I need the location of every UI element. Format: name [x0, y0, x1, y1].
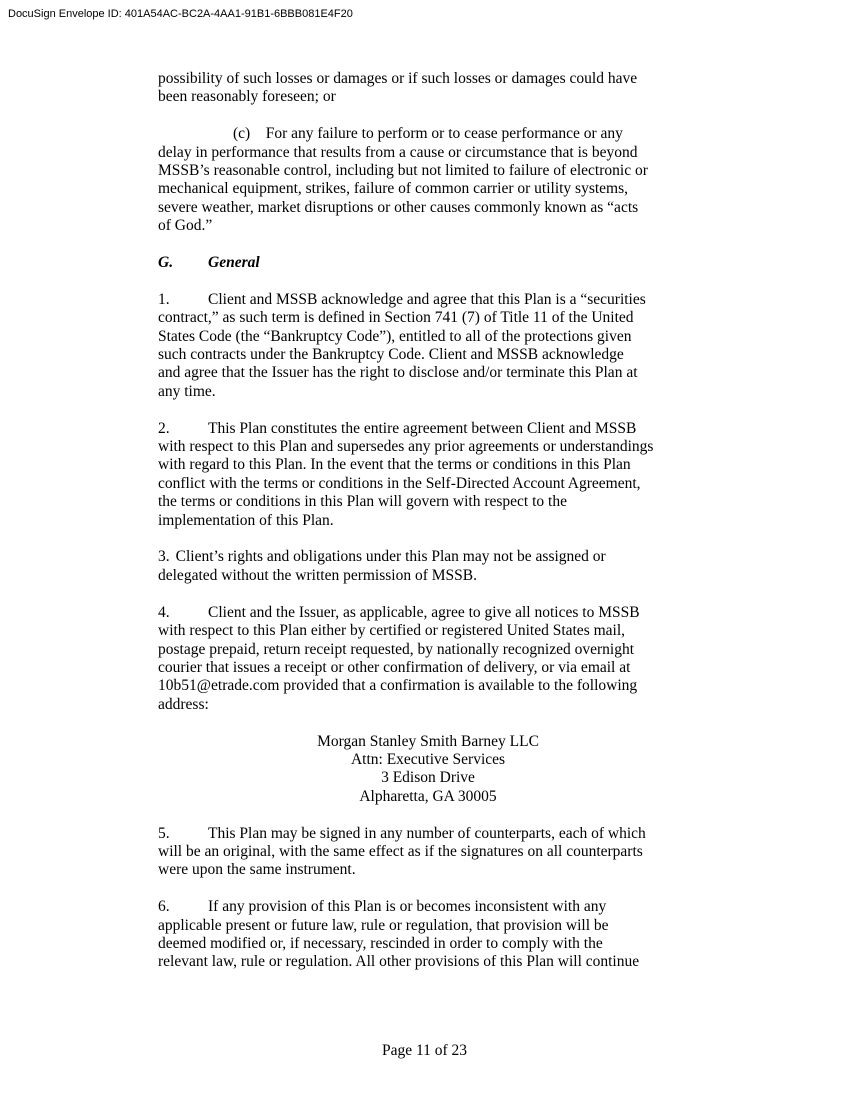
- text-line: [158, 420, 698, 438]
- text-line: with respect to this Plan either by certified or registered United States mail,: [158, 622, 626, 640]
- text-line: delay in performance that results from a cause or circumstance that is beyond: [158, 143, 638, 161]
- item-text: This Plan constitutes the entire agreement between Client and MSSB: [208, 419, 637, 437]
- address-line: Alpharetta, GA 30005: [359, 787, 497, 805]
- page-number: Page 11 of 23: [381, 1042, 468, 1059]
- item-text: Client’s rights and obligations under this Plan may not be assigned or: [175, 548, 606, 566]
- text-line: were upon the same instrument.: [158, 861, 356, 879]
- section-letter: G.: [158, 254, 174, 272]
- document-body: [158, 70, 698, 990]
- item-number: 5.: [158, 824, 170, 842]
- item-text: If any provision of this Plan is or becomes inconsistent with any: [208, 898, 607, 916]
- item-text: Client and the Issuer, as applicable, agree to give all notices to MSSB: [208, 603, 640, 621]
- text-line: with respect to this Plan and supersedes any prior agreements or understandings: [158, 438, 654, 456]
- text-line: implementation of this Plan.: [158, 511, 334, 529]
- text-line: contract,” as such term is defined in Section 741 (7) of Title 11 of the United: [158, 309, 634, 327]
- address-line: Attn: Executive Services: [350, 750, 506, 768]
- text-line: mechanical equipment, strikes, failure of common carrier or utility systems,: [158, 180, 629, 198]
- text-line: postage prepaid, return receipt requested, by nationally recognized overnight: [158, 640, 635, 658]
- envelope-id: DocuSign Envelope ID: 401A54AC-BC2A-4AA1-91B1-6BBB081E4F20: [8, 8, 353, 20]
- text-line: severe weather, market disruptions or other causes commonly known as “acts: [158, 198, 639, 216]
- text-line: [158, 125, 698, 143]
- text-line: with regard to this Plan. In the event that the terms or conditions in this Plan: [158, 456, 631, 474]
- text-line: MSSB’s reasonable control, including but not limited to failure of electronic or: [158, 162, 648, 180]
- text-line: [158, 604, 698, 622]
- text-line: relevant law, rule or regulation. All other provisions of this Plan will continue: [158, 953, 640, 971]
- item-text: This Plan may be signed in any number of counterparts, each of which: [208, 824, 646, 842]
- item-2-paragraph: [158, 420, 698, 530]
- section-heading: [158, 254, 698, 272]
- item-number: 6.: [158, 898, 170, 916]
- item-5-paragraph: [158, 825, 698, 880]
- text-line: [158, 825, 698, 843]
- mailing-address: [158, 733, 698, 807]
- text-line: applicable present or future law, rule or regulation, that provision will be: [158, 916, 609, 934]
- item-number: 1.: [158, 290, 170, 308]
- item-6-paragraph: [158, 898, 698, 972]
- text-line: possibility of such losses or damages or if such losses or damages could have: [158, 70, 638, 87]
- clause-text: For any failure to perform or to cease performance or any: [265, 125, 623, 143]
- item-number: 2.: [158, 419, 170, 437]
- text-line: [158, 548, 698, 566]
- text-line: 10b51@etrade.com provided that a confirmation is available to the following: [158, 677, 638, 695]
- text-line: [158, 898, 698, 916]
- text-line: States Code (the “Bankruptcy Code”), entitled to all of the protections given: [158, 327, 632, 345]
- item-3-paragraph: [158, 548, 698, 585]
- text-line: address:: [158, 695, 209, 713]
- item-number: 4.: [158, 603, 170, 621]
- text-line: such contracts under the Bankruptcy Code. Client and MSSB acknowledge: [158, 346, 624, 364]
- text-line: conflict with the terms or conditions in the Self-Directed Account Agreement,: [158, 474, 641, 492]
- item-1-paragraph: [158, 291, 698, 401]
- item-number: 3.: [158, 548, 170, 566]
- text-line: will be an original, with the same effect as if the signatures on all counterparts: [158, 842, 643, 860]
- address-line: 3 Edison Drive: [381, 769, 475, 787]
- intro-paragraph: [158, 70, 698, 107]
- item-text: Client and MSSB acknowledge and agree that this Plan is a “securities: [208, 290, 646, 308]
- text-line: been reasonably foreseen; or: [158, 88, 336, 106]
- text-line: of God.”: [158, 217, 213, 235]
- text-line: delegated without the written permission of MSSB.: [158, 566, 478, 584]
- text-line: [158, 291, 698, 309]
- clause-c-paragraph: [158, 125, 698, 235]
- text-line: and agree that the Issuer has the right to disclose and/or terminate this Plan at: [158, 364, 638, 382]
- section-title: General: [208, 254, 260, 272]
- clause-marker: (c): [233, 125, 251, 143]
- text-line: any time.: [158, 382, 216, 400]
- text-line: the terms or conditions in this Plan will govern with respect to the: [158, 493, 567, 511]
- item-4-paragraph: [158, 604, 698, 714]
- text-line: courier that issues a receipt or other confirmation of delivery, or via email at: [158, 658, 631, 676]
- address-line: Morgan Stanley Smith Barney LLC: [317, 732, 539, 750]
- text-line: deemed modified or, if necessary, rescinded in order to comply with the: [158, 934, 603, 952]
